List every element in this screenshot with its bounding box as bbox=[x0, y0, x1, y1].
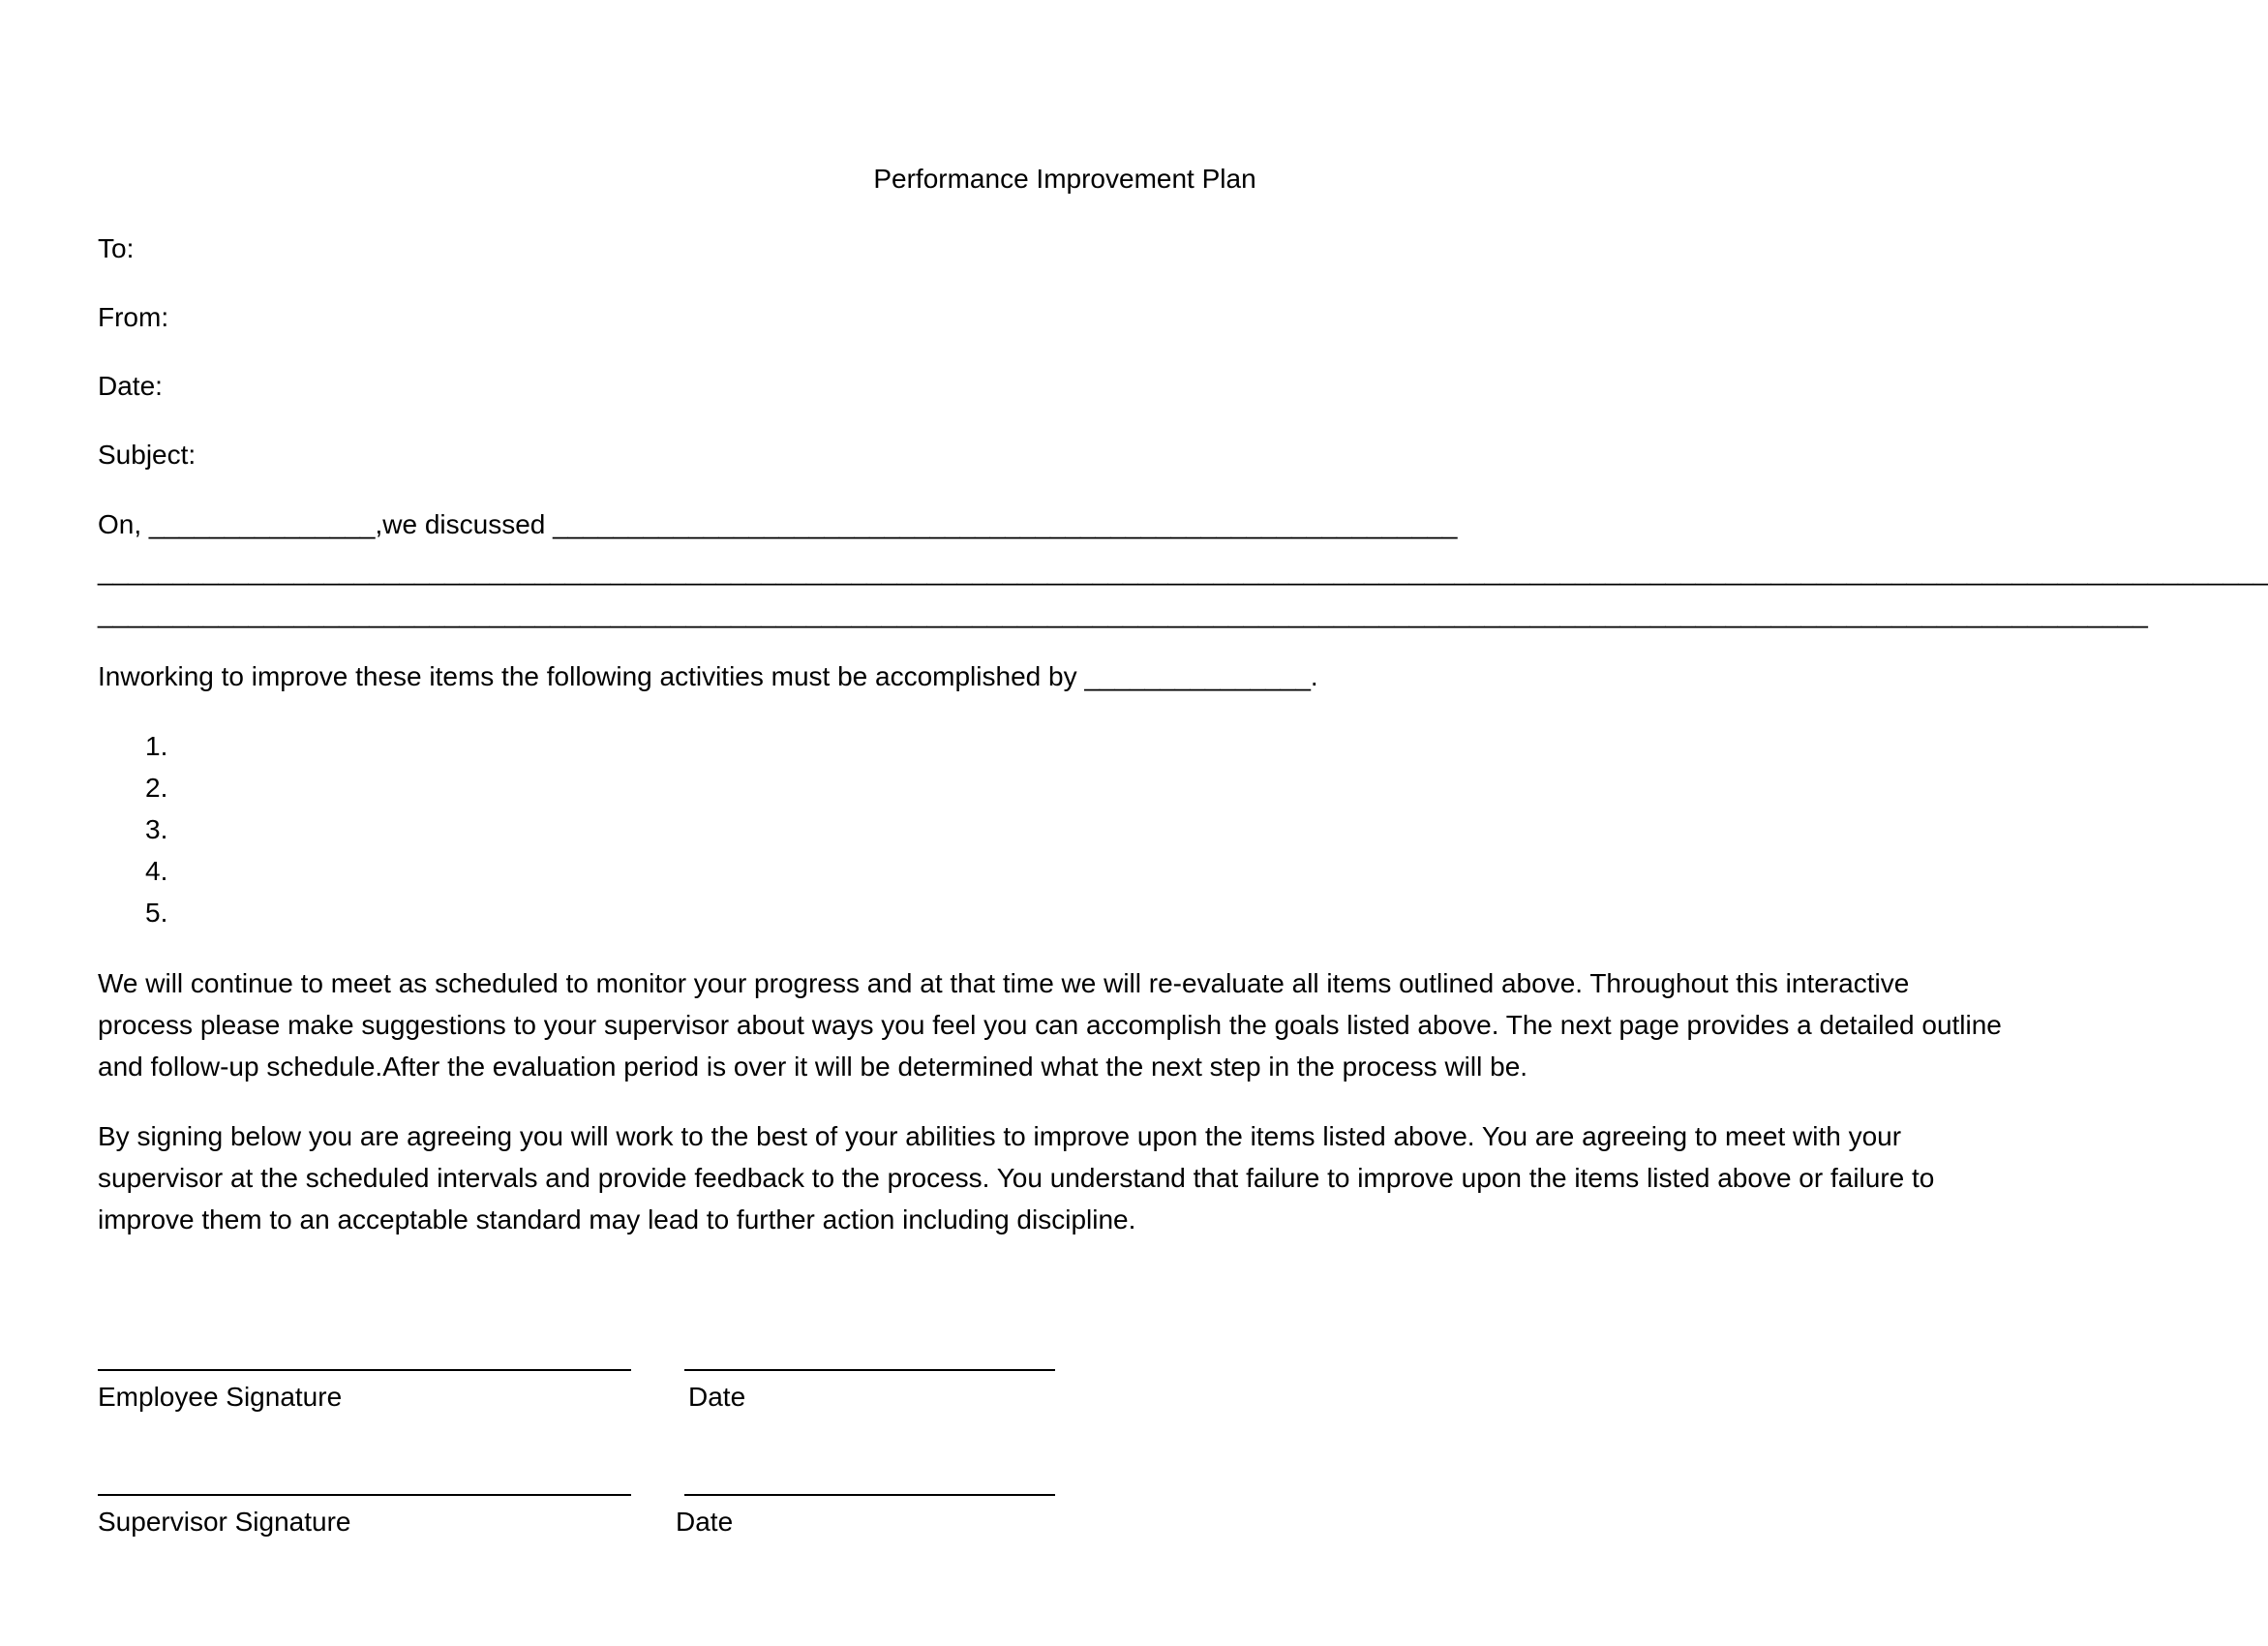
activity-item-3: 3. bbox=[145, 814, 168, 844]
discussion-line-2: ________________________________________________________________________________________________________________________________________________ bbox=[98, 556, 2268, 586]
document-title: Performance Improvement Plan bbox=[873, 164, 1256, 194]
meeting-paragraph-line-2: process please make suggestions to your supervisor about ways you feel you can accomplish the goals listed above. The next page provides a detailed outline bbox=[98, 1010, 2002, 1040]
supervisor-signature-label: Supervisor Signature bbox=[98, 1507, 351, 1537]
to-field-label: To: bbox=[98, 233, 135, 263]
activity-item-5: 5. bbox=[145, 898, 168, 928]
discussion-line-1: On, _______________,we discussed ____________________________________________________________ bbox=[98, 509, 1458, 539]
employee-signature-label: Employee Signature bbox=[98, 1382, 343, 1412]
employee-signature-line[interactable] bbox=[98, 1369, 631, 1371]
activities-intro: Inworking to improve these items the following activities must be accomplished by _______________. bbox=[98, 661, 1318, 691]
supervisor-date-line[interactable] bbox=[684, 1494, 1055, 1496]
supervisor-date-label: Date bbox=[676, 1507, 734, 1537]
agreement-paragraph-line-1: By signing below you are agreeing you will work to the best of your abilities to improve upon the items listed above. You are agreeing to meet with your bbox=[98, 1121, 1902, 1151]
discussion-line-3: ________________________________________________________________________________________________________________________________________ bbox=[98, 598, 2148, 628]
agreement-paragraph-line-3: improve them to an acceptable standard may lead to further action including discipline. bbox=[98, 1204, 1136, 1234]
employee-date-label: Date bbox=[688, 1382, 746, 1412]
meeting-paragraph bbox=[98, 962, 2043, 1087]
meeting-paragraph-line-1: We will continue to meet as scheduled to monitor your progress and at that time we will re-evaluate all items outlined above. Throughout this interactive bbox=[98, 968, 1910, 998]
meeting-paragraph-line-3: and follow-up schedule.After the evaluation period is over it will be determined what the next step in the process will be. bbox=[98, 1052, 1528, 1082]
date-field-label: Date: bbox=[98, 371, 163, 401]
supervisor-signature-line[interactable] bbox=[98, 1494, 631, 1496]
employee-date-line[interactable] bbox=[684, 1369, 1055, 1371]
activity-item-1: 1. bbox=[145, 731, 168, 761]
subject-field-label: Subject: bbox=[98, 440, 197, 470]
from-field-label: From: bbox=[98, 302, 169, 332]
activity-item-4: 4. bbox=[145, 856, 168, 886]
agreement-paragraph bbox=[98, 1115, 2043, 1240]
activity-item-2: 2. bbox=[145, 773, 168, 803]
agreement-paragraph-line-2: supervisor at the scheduled intervals and provide feedback to the process. You understand that failure to improve upon the items listed above or failure to bbox=[98, 1163, 1935, 1193]
